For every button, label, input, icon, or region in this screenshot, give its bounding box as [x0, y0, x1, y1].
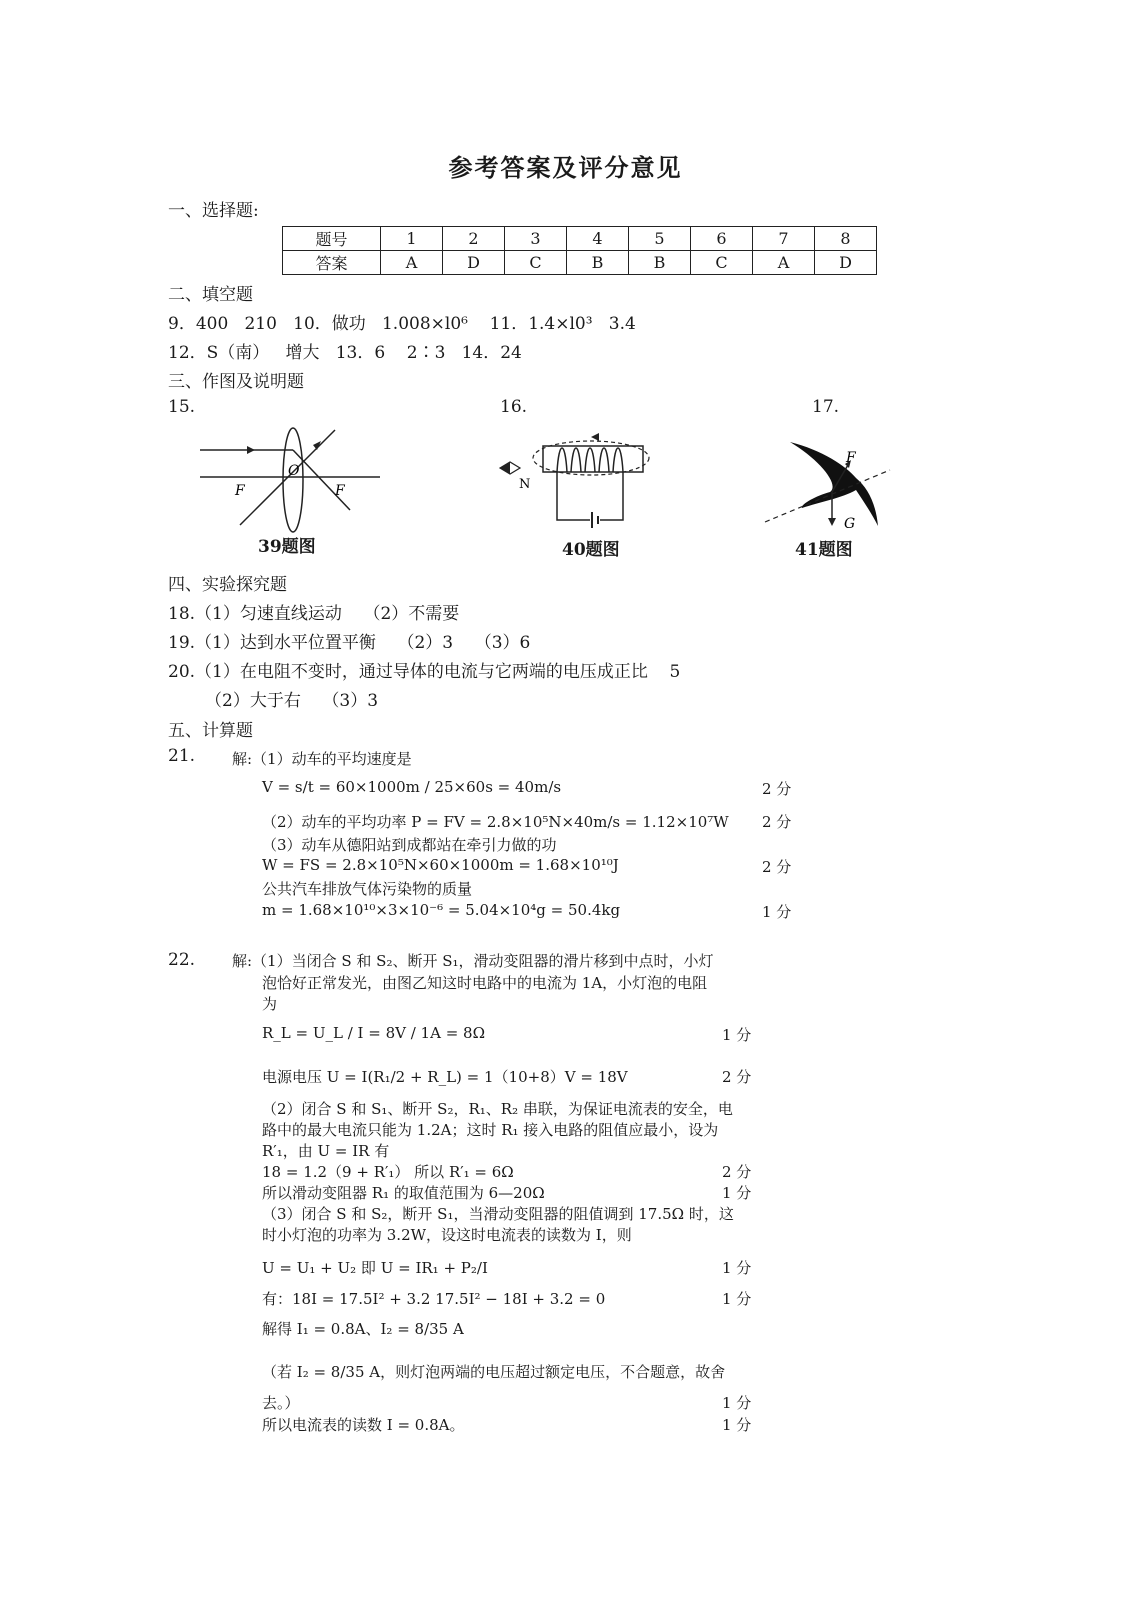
question-17-label: 17. — [812, 397, 840, 417]
table-cell: D — [815, 251, 877, 275]
table-row-number — [283, 227, 877, 251]
solenoid-diagram — [495, 428, 665, 528]
answer-table — [282, 226, 877, 275]
lens-ray-diagram — [195, 425, 385, 535]
fill-answers-line-1: 9．400 210 10．做功 1.008×l0⁶ 11．1.4×l0³ 3.4 — [168, 314, 636, 334]
table-row-answer — [283, 251, 877, 275]
experiment-19: 19.（1）达到水平位置平衡 （2）3 （3）6 — [168, 633, 531, 653]
section-drawing-heading: 三、作图及说明题 — [168, 372, 304, 392]
figure-40-caption: 40题图 — [562, 540, 620, 560]
swallow-force-diagram — [760, 430, 895, 530]
section-experiment-heading: 四、实验探究题 — [168, 575, 287, 595]
figure-41-caption: 41题图 — [795, 540, 853, 560]
score-label: 1 分 — [722, 1026, 752, 1044]
force-g-label: G — [844, 516, 856, 530]
q22-line: 所以电流表的读数 I = 0.8A。 — [262, 1416, 465, 1434]
question-16-label: 16. — [500, 397, 528, 417]
q22-line: （2）闭合 S 和 S₁、断开 S₂，R₁、R₂ 串联，为保证电流表的安全，电 — [262, 1100, 733, 1118]
table-cell: 2 — [443, 227, 505, 251]
experiment-18: 18.（1）匀速直线运动 （2）不需要 — [168, 604, 460, 624]
focus-right-label: F — [335, 483, 345, 499]
page-title: 参考答案及评分意见 — [448, 153, 683, 182]
q22-line: 泡恰好正常发光，由图乙知这时电路中的电流为 1A，小灯泡的电阻 — [262, 974, 708, 992]
q22-line: U = U₁ + U₂ 即 U = IR₁ + P₂/I — [262, 1259, 488, 1277]
north-pole-label: N — [519, 477, 531, 492]
table-cell: A — [381, 251, 443, 275]
experiment-20-part-2: （2）大于右 （3）3 — [205, 691, 379, 711]
q22-line: 解:（1）当闭合 S 和 S₂、断开 S₁，滑动变阻器的滑片移到中点时，小灯 — [232, 952, 714, 970]
score-label: 1 分 — [762, 903, 792, 921]
question-21-label: 21. — [168, 746, 196, 766]
q21-line-speed: V = s/t = 60×1000m / 25×60s = 40m/s — [262, 778, 562, 796]
table-header-cell: 题号 — [283, 227, 381, 251]
wire — [600, 472, 623, 520]
table-cell: D — [443, 251, 505, 275]
q22-line: 电源电压 U = I(R₁/2 + R_L) = 1（10+8）V = 18V — [262, 1068, 628, 1086]
compass-needle-north — [500, 462, 510, 474]
figure-39-caption: 39题图 — [258, 537, 316, 557]
score-label: 1 分 — [722, 1416, 752, 1434]
score-label: 1 分 — [722, 1290, 752, 1308]
experiment-20-part-1: 20.（1）在电阻不变时，通过导体的电流与它两端的电压成正比 5 — [168, 662, 681, 682]
table-cell: 3 — [505, 227, 567, 251]
focus-left-label: F — [235, 483, 245, 499]
table-cell: 1 — [381, 227, 443, 251]
table-cell: A — [753, 251, 815, 275]
section-fill-heading: 二、填空题 — [168, 285, 253, 305]
q22-line: 去。） — [262, 1394, 300, 1412]
swallow-icon — [790, 442, 878, 526]
coil-winding — [557, 448, 623, 472]
section-calculation-heading: 五、计算题 — [168, 721, 253, 741]
table-cell: 6 — [691, 227, 753, 251]
table-cell: 8 — [815, 227, 877, 251]
q22-line: 解得 I₁ = 0.8A、I₂ = 8/35 A — [262, 1320, 464, 1338]
q22-line: 路中的最大电流只能为 1.2A；这时 R₁ 接入电路的阻值应最小，设为 — [262, 1121, 719, 1139]
score-label: 2 分 — [722, 1163, 752, 1181]
q22-line: 所以滑动变阻器 R₁ 的取值范围为 6—20Ω — [262, 1184, 545, 1202]
table-cell: 7 — [753, 227, 815, 251]
flight-path-line — [765, 470, 890, 522]
question-22-label: 22. — [168, 950, 196, 970]
table-cell: C — [505, 251, 567, 275]
arrow-icon — [828, 518, 836, 526]
fill-answers-line-2: 12．S（南） 增大 13．6 2∶3 14．24 — [168, 343, 522, 363]
score-label: 1 分 — [722, 1259, 752, 1277]
table-cell: B — [629, 251, 691, 275]
wire — [557, 472, 590, 520]
score-label: 1 分 — [722, 1184, 752, 1202]
q22-line: （3）闭合 S 和 S₂，断开 S₁，当滑动变阻器的阻值调到 17.5Ω 时，这 — [262, 1205, 734, 1223]
table-cell: B — [567, 251, 629, 275]
table-cell: 5 — [629, 227, 691, 251]
q21-line-intro: 解:（1）动车的平均速度是 — [232, 750, 412, 768]
question-15-label: 15. — [168, 397, 196, 417]
table-cell: C — [691, 251, 753, 275]
table-header-cell: 答案 — [283, 251, 381, 275]
q22-line: 时小灯泡的功率为 3.2W，设这时电流表的读数为 I，则 — [262, 1226, 632, 1244]
q21-line-mass-intro: 公共汽车排放气体污染物的质量 — [262, 880, 473, 898]
section-choice-heading: 一、选择题: — [168, 201, 259, 221]
q21-line-power: （2）动车的平均功率 P = FV = 2.8×10⁵N×40m/s = 1.12×10⁷W — [262, 813, 729, 831]
arrow-icon — [247, 446, 255, 454]
optical-center-label: O — [288, 463, 300, 479]
q21-line-work: W = FS = 2.8×10⁵N×60×1000m = 1.68×10¹⁰J — [262, 856, 619, 874]
q22-line: 18 = 1.2（9 + R′₁） 所以 R′₁ = 6Ω — [262, 1163, 514, 1181]
score-label: 2 分 — [722, 1068, 752, 1086]
q22-line: 有：18I = 17.5I² + 3.2 17.5I² − 18I + 3.2 = 0 — [262, 1290, 606, 1308]
force-f-label: F — [846, 450, 856, 466]
q22-line: R_L = U_L / I = 8V / 1A = 8Ω — [262, 1024, 486, 1042]
q22-line: （若 I₂ = 8/35 A，则灯泡两端的电压超过额定电压，不合题意，故舍 — [262, 1363, 726, 1381]
score-label: 1 分 — [722, 1394, 752, 1412]
q22-line: R′₁，由 U = IR 有 — [262, 1142, 390, 1160]
table-cell: 4 — [567, 227, 629, 251]
score-label: 2 分 — [762, 813, 792, 831]
arrow-icon — [591, 433, 599, 441]
q22-line: 为 — [262, 995, 278, 1013]
score-label: 2 分 — [762, 780, 792, 798]
score-label: 2 分 — [762, 858, 792, 876]
q21-line-work-intro: （3）动车从德阳站到成都站在牵引力做的功 — [262, 836, 557, 854]
q21-line-mass: m = 1.68×10¹⁰×3×10⁻⁶ = 5.04×10⁴g = 50.4kg — [262, 901, 621, 919]
